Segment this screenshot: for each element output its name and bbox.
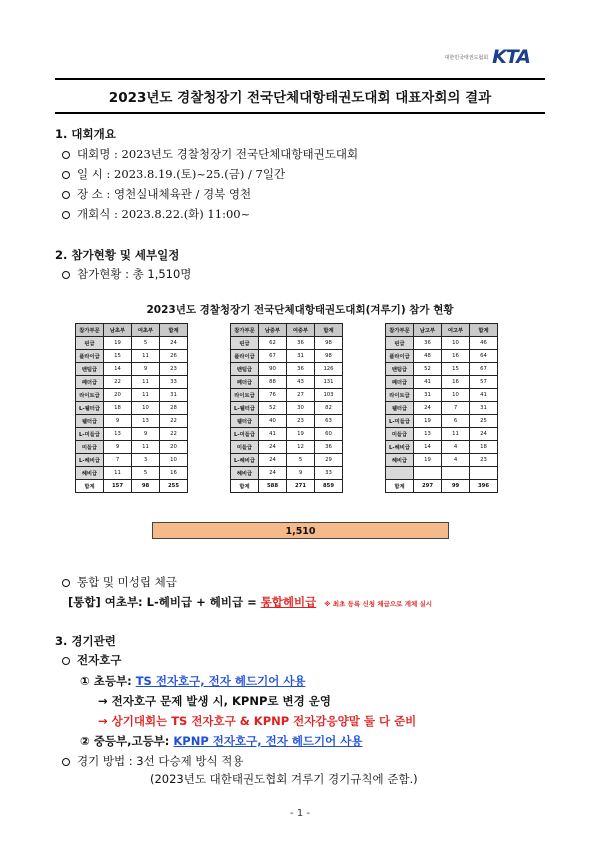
count-cell: 19 (287, 428, 315, 441)
circle-bullet-icon (62, 191, 70, 199)
header-cell: 참가부문 (231, 324, 259, 337)
weight-class-cell: 웰터급 (76, 415, 104, 428)
count-cell: 64 (470, 350, 498, 363)
total-cell: 합계 (386, 480, 414, 493)
count-cell: 28 (160, 402, 188, 415)
total-cell: 합계 (76, 480, 104, 493)
count-cell: 24 (160, 337, 188, 350)
table-row (386, 415, 498, 428)
middle-school-table (230, 323, 343, 493)
gear-preparation-note: → 상기대회는 TS 전자호구 & KPNP 전자감응양말 둘 다 준비 (98, 714, 417, 728)
kta-logo (445, 44, 530, 70)
count-cell: 10 (132, 402, 160, 415)
table-row (386, 467, 498, 480)
count-cell: 31 (414, 389, 442, 402)
count-cell: 18 (470, 441, 498, 454)
count-cell: 126 (315, 363, 343, 376)
count-cell: 10 (442, 337, 470, 350)
weight-class-cell: 플라이급 (76, 350, 104, 363)
participation-table-title: 2023년도 경찰청장기 전국단체대항태권도대회(겨루기) 참가 현황 (146, 304, 454, 316)
header-cell: 남중부 (259, 324, 287, 337)
count-cell: 11 (132, 389, 160, 402)
table-row (76, 376, 188, 389)
page-number: - 1 - (290, 808, 310, 819)
secondary-gear: ② 중등부,고등부: KPNP 전자호구, 전자 헤드기어 사용 (80, 734, 363, 748)
table-row (386, 454, 498, 467)
elementary-gear-value: TS 전자호구, 전자 헤드기어 사용 (135, 674, 306, 688)
participant-summary: 참가현황 : 총 1,510명 (62, 266, 191, 282)
count-cell: 36 (414, 337, 442, 350)
count-cell: 19 (414, 415, 442, 428)
count-cell: 63 (315, 415, 343, 428)
section3-heading: 3. 경기관련 (55, 634, 116, 648)
count-cell: 11 (132, 376, 160, 389)
weight-class-cell: 미들급 (76, 441, 104, 454)
table-total-row (231, 480, 343, 493)
weight-class-cell: 헤비급 (76, 467, 104, 480)
count-cell: 76 (259, 389, 287, 402)
count-cell: 48 (414, 350, 442, 363)
overview-item: 장 소 : 영천실내체육관 / 경북 영천 (62, 186, 251, 202)
circle-bullet-icon (62, 171, 70, 179)
rules-note: (2023년도 대한태권도협회 겨루기 경기규칙에 준함.) (150, 772, 418, 786)
count-cell: 11 (104, 467, 132, 480)
weight-class-cell: 밴텀급 (386, 363, 414, 376)
count-cell: 7 (442, 402, 470, 415)
table-row (231, 376, 343, 389)
count-cell: 25 (470, 415, 498, 428)
count-cell: 57 (470, 376, 498, 389)
count-cell: 98 (315, 350, 343, 363)
count-cell: 23 (287, 415, 315, 428)
weight-class-cell: 페더급 (76, 376, 104, 389)
secondary-gear-value: KPNP 전자호구, 전자 헤드기어 사용 (173, 734, 363, 748)
weight-class-cell: 헤비급 (386, 454, 414, 467)
weight-class-cell: L-헤비급 (231, 454, 259, 467)
count-cell: 29 (315, 454, 343, 467)
weight-class-cell: L-웰터급 (231, 402, 259, 415)
count-cell: 5 (287, 454, 315, 467)
count-cell: 3 (132, 454, 160, 467)
weight-class-cell: 플라이급 (231, 350, 259, 363)
count-cell: 22 (104, 376, 132, 389)
count-cell: 36 (287, 363, 315, 376)
count-cell: 15 (442, 363, 470, 376)
count-cell: 36 (315, 441, 343, 454)
count-cell: 98 (315, 337, 343, 350)
circle-bullet-icon (62, 271, 70, 279)
total-cell: 859 (315, 480, 343, 493)
weight-class-cell (386, 467, 414, 480)
weight-class-cell: L-미들급 (386, 415, 414, 428)
weight-class-cell: 웰터급 (231, 415, 259, 428)
table-row (231, 402, 343, 415)
weight-class-cell: 라이트급 (231, 389, 259, 402)
count-cell: 5 (132, 467, 160, 480)
elementary-gear: ① 초등부: TS 전자호구, 전자 헤드기어 사용 (80, 674, 306, 688)
count-cell: 88 (259, 376, 287, 389)
count-cell: 23 (470, 454, 498, 467)
table-row (386, 337, 498, 350)
number-marker: ② (80, 734, 90, 748)
weight-class-cell: L-웰터급 (76, 402, 104, 415)
count-cell: 9 (287, 467, 315, 480)
table-row (76, 454, 188, 467)
weight-class-cell: 미들급 (386, 428, 414, 441)
section1-heading: 1. 대회개요 (55, 127, 116, 141)
table-row (76, 363, 188, 376)
table-row (231, 389, 343, 402)
table-row (231, 454, 343, 467)
count-cell: 20 (104, 389, 132, 402)
count-cell: 24 (414, 402, 442, 415)
count-cell: 26 (160, 350, 188, 363)
weight-class-cell: 핀급 (231, 337, 259, 350)
count-cell: 40 (259, 415, 287, 428)
count-cell: 22 (160, 415, 188, 428)
weight-class-cell: L-미들급 (231, 428, 259, 441)
count-cell: 31 (470, 402, 498, 415)
header-cell: 합계 (470, 324, 498, 337)
weight-class-cell: 핀급 (386, 337, 414, 350)
table-row (386, 363, 498, 376)
table-row (76, 441, 188, 454)
elementary-table (75, 323, 188, 493)
count-cell: 43 (287, 376, 315, 389)
count-cell: 60 (315, 428, 343, 441)
logo-caption: 대한민국태권도협회 (444, 54, 489, 61)
count-cell: 11 (442, 428, 470, 441)
count-cell: 11 (132, 441, 160, 454)
circle-bullet-icon (62, 579, 70, 587)
high-school-table (385, 323, 498, 493)
count-cell: 13 (414, 428, 442, 441)
table-row (386, 350, 498, 363)
count-cell: 41 (470, 389, 498, 402)
gear-fallback-note: → 전자호구 문제 발생 시, KPNP로 변경 운영 (98, 694, 331, 708)
weight-class-cell: 밴텀급 (231, 363, 259, 376)
weight-class-cell: 밴텀급 (76, 363, 104, 376)
weight-class-cell: 라이트급 (386, 389, 414, 402)
table-row (231, 467, 343, 480)
document-title: 2023년도 경찰청장기 전국단체대항태권도대회 대표자회의 결과 (108, 90, 492, 106)
count-cell: 24 (259, 454, 287, 467)
count-cell: 10 (442, 389, 470, 402)
total-cell: 396 (470, 480, 498, 493)
table-row (386, 389, 498, 402)
count-cell: 52 (259, 402, 287, 415)
count-cell: 24 (470, 428, 498, 441)
count-cell: 24 (259, 467, 287, 480)
weight-class-cell: 웰터급 (386, 402, 414, 415)
merge-detail: [통합] 여초부: L-헤비급 + 헤비급 = 통합헤비급 ※ 최초 등록 신청 체급으로 계체 실시 (68, 595, 433, 609)
table-row (76, 467, 188, 480)
header-cell: 여초부 (132, 324, 160, 337)
count-cell: 19 (104, 337, 132, 350)
count-cell: 7 (104, 454, 132, 467)
total-cell: 98 (132, 480, 160, 493)
logo-mark: KTA (492, 46, 530, 68)
weigh-in-note: ※ 최초 등록 신청 체급으로 계체 실시 (324, 600, 433, 608)
count-cell: 9 (132, 428, 160, 441)
header-cell: 남초부 (104, 324, 132, 337)
count-cell: 27 (287, 389, 315, 402)
table-row (231, 428, 343, 441)
weight-class-cell: 미들급 (231, 441, 259, 454)
count-cell: 5 (132, 337, 160, 350)
count-cell: 12 (287, 441, 315, 454)
count-cell: 52 (414, 363, 442, 376)
count-cell: 103 (315, 389, 343, 402)
weight-class-cell: 페더급 (231, 376, 259, 389)
count-cell (470, 467, 498, 480)
table-total-row (386, 480, 498, 493)
count-cell: 9 (104, 415, 132, 428)
count-cell: 31 (160, 389, 188, 402)
grand-total-bar: 1,510 (152, 522, 449, 539)
table-row (76, 402, 188, 415)
header-cell: 참가부문 (386, 324, 414, 337)
count-cell: 30 (287, 402, 315, 415)
table-row (386, 441, 498, 454)
overview-item: 개회식 : 2023.8.22.(화) 11:00~ (62, 206, 250, 222)
count-cell: 62 (259, 337, 287, 350)
table-row (231, 415, 343, 428)
count-cell: 4 (442, 454, 470, 467)
circle-bullet-icon (62, 151, 70, 159)
count-cell: 24 (259, 441, 287, 454)
circle-bullet-icon (62, 211, 70, 219)
count-cell: 16 (160, 467, 188, 480)
weight-class-cell: 핀급 (76, 337, 104, 350)
count-cell: 14 (414, 441, 442, 454)
count-cell: 6 (442, 415, 470, 428)
total-cell: 255 (160, 480, 188, 493)
weight-class-cell: L-헤비급 (386, 441, 414, 454)
weight-class-cell: 페더급 (386, 376, 414, 389)
overview-item: 일 시 : 2023.8.19.(토)~25.(금) / 7일간 (62, 166, 285, 182)
header-cell: 남고부 (414, 324, 442, 337)
count-cell: 15 (104, 350, 132, 363)
section2-heading: 2. 참가현황 및 세부일정 (55, 248, 180, 262)
count-cell: 20 (160, 441, 188, 454)
header-cell: 합계 (160, 324, 188, 337)
count-cell: 16 (442, 350, 470, 363)
header-cell: 참가부문 (76, 324, 104, 337)
count-cell: 33 (315, 467, 343, 480)
count-cell: 46 (470, 337, 498, 350)
count-cell: 4 (442, 441, 470, 454)
count-cell: 14 (104, 363, 132, 376)
merge-heading: 통합 및 미성립 체급 (62, 574, 177, 590)
count-cell: 22 (160, 428, 188, 441)
table-header-row (386, 324, 498, 337)
total-cell: 271 (287, 480, 315, 493)
total-cell: 99 (442, 480, 470, 493)
table-header-row (76, 324, 188, 337)
count-cell: 36 (287, 337, 315, 350)
top-rule (55, 78, 545, 80)
count-cell: 33 (160, 376, 188, 389)
header-cell: 합계 (315, 324, 343, 337)
count-cell: 10 (160, 454, 188, 467)
count-cell (414, 467, 442, 480)
table-row (231, 350, 343, 363)
merged-class: 통합헤비급 (260, 595, 317, 609)
total-cell: 297 (414, 480, 442, 493)
electronic-gear-heading: 전자호구 (62, 652, 121, 668)
count-cell (442, 467, 470, 480)
table-row (76, 428, 188, 441)
count-cell: 131 (315, 376, 343, 389)
header-cell: 여고부 (442, 324, 470, 337)
table-row (231, 337, 343, 350)
count-cell: 41 (414, 376, 442, 389)
total-cell: 588 (259, 480, 287, 493)
count-cell: 90 (259, 363, 287, 376)
weight-class-cell: L-미들급 (76, 428, 104, 441)
table-row (76, 415, 188, 428)
count-cell: 31 (287, 350, 315, 363)
total-cell: 157 (104, 480, 132, 493)
count-cell: 82 (315, 402, 343, 415)
weight-class-cell: 헤비급 (231, 467, 259, 480)
count-cell: 67 (259, 350, 287, 363)
table-row (231, 363, 343, 376)
table-row (76, 389, 188, 402)
header-cell: 여중부 (287, 324, 315, 337)
circle-bullet-icon (62, 657, 70, 665)
count-cell: 19 (414, 454, 442, 467)
count-cell: 16 (442, 376, 470, 389)
overview-item: 대회명 : 2023년도 경찰청장기 전국단체대항태권도대회 (62, 146, 358, 162)
count-cell: 18 (104, 402, 132, 415)
circle-bullet-icon (62, 758, 70, 766)
table-row (386, 402, 498, 415)
count-cell: 13 (132, 415, 160, 428)
table-row (231, 441, 343, 454)
count-cell: 41 (259, 428, 287, 441)
count-cell: 13 (104, 428, 132, 441)
table-row (386, 376, 498, 389)
number-marker: ① (80, 674, 90, 688)
table-row (76, 337, 188, 350)
table-row (76, 350, 188, 363)
table-total-row (76, 480, 188, 493)
count-cell: 11 (132, 350, 160, 363)
count-cell: 67 (470, 363, 498, 376)
match-method: 경기 방법 : 3선 다승제 방식 적용 (62, 753, 243, 769)
weight-class-cell: L-헤비급 (76, 454, 104, 467)
total-cell: 합계 (231, 480, 259, 493)
title-rule (55, 112, 545, 114)
weight-class-cell: 라이트급 (76, 389, 104, 402)
count-cell: 23 (160, 363, 188, 376)
count-cell: 9 (132, 363, 160, 376)
table-row (386, 428, 498, 441)
table-header-row (231, 324, 343, 337)
weight-class-cell: 플라이급 (386, 350, 414, 363)
count-cell: 9 (104, 441, 132, 454)
